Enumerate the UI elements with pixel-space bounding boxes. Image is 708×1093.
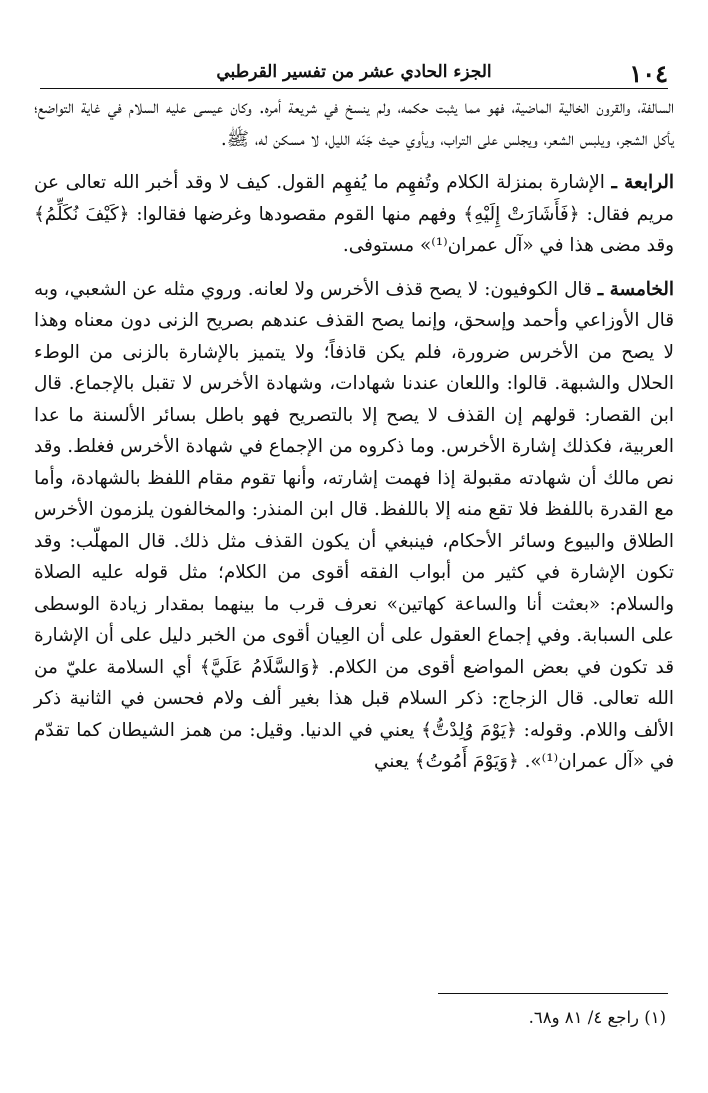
paragraph-continuation — [34, 92, 674, 155]
paragraph-text: قال الكوفيون: لا يصح قذف الأخرس ولا لعانه. وروي مثله عن الشعبي، وبه قال الأوزاعي وأحمد وإسحق، وإنما يصح القذف عندهم بصريح الزنى دون معناه وهذا لا يصح من الأخرس ضرورة، فلم يكن قاذفاً؛ ولا يتميز بالإشارة بالزنى من الوطء الحلال والشبهة. قالوا: واللعان عندنا شهادات، وشهادة الأخرس لا تقبل بالإجماع. قال ابن القصار: قولهم إن القذف لا يصح إلا بالتصريح فهو باطل بسائر الألسنة ما عدا العربية، فكذلك إشارة الأخرس. وما ذكروه من الإجماع في شهادة الأخرس فغلط. وقد نص مالك أن شهادته مقبولة إذا فهمت إشارته، وأنها تقوم مقام اللفظ بالشهادة، وأما مع القدرة باللفظ فلا تقع منه إلا باللفظ. قال ابن المنذر: والمخالفون يلزمون الأخرس الطلاق والبيوع وسائر الأحكام، فينبغي أن يكون القذف مثل ذلك. قال المهلّب: وقد تكون الإشارة في كثير من أبواب الفقه أقوى من الكلام؛ مثل قوله عليه الصلاة والسلام: «بعثت أنا والساعة كهاتين» نعرف قرب ما بينهما بمقدار زيادة الوسطى على السبابة. وفي إجماع العقول على أن العِيان أقوى من الخبر دليل على أن الإشارة قد تكون في بعض المواضع أقوى من الكلام. ﴿وَالسَّلَامُ عَلَيَّ﴾ أي السلامة عليّ من الله تعالى. قال الزجاج: ذكر السلام قبل هذا بغير ألف ولام فحسن في الثانية ذكر الألف واللام. وقوله: ﴿يَوْمَ وُلِدْتُّ﴾ يعني في الدنيا. وقيل: من همز الشيطان كما تقدّم في «آل عمران⁽¹⁾». ﴿وَيَوْمَ أَمُوتُ﴾ يعني — [34, 278, 674, 772]
paragraph-heading: الخامسة ـ — [597, 278, 674, 300]
paragraph-fifth-issue — [34, 274, 674, 778]
running-title: الجزء الحادي عشر من تفسير القرطبي — [216, 62, 492, 82]
footnote-divider — [438, 993, 668, 994]
footnote: (١) راجع ٤/ ٨١ و٦٨. — [528, 1008, 666, 1027]
paragraph-text: الإشارة بمنزلة الكلام وتُفهِم ما يُفهِم القول. كيف لا وقد أخبر الله تعالى عن مريم فقال: ﴿فَأَشَارَتْ إِلَيْهِ﴾ وفهم منها القوم مقصودها وغرضها فقالوا: ﴿كَيْفَ نُكَلِّمُ﴾ وقد مضى هذا في «آل عمران⁽¹⁾» مستوفى. — [34, 172, 674, 256]
main-text — [34, 92, 674, 778]
header-divider — [40, 88, 668, 89]
paragraph-text: السالفة، والقرون الخالية الماضية، فهو مما يثبت حكمه، ولم ينسخ في شريعة أمره. وكان عيسى عليه السلام في غاية التواضع؛ يأكل الشجر، ويلبس الشعر، ويجلس على التراب، ويأوي حيث جَنّه الليل، لا مسكن له، ﷺ. — [34, 97, 674, 150]
page-header — [40, 52, 668, 86]
paragraph-heading: الرابعة ـ — [611, 172, 674, 193]
paragraph-fourth-issue — [34, 167, 674, 262]
page-number: ١٠٤ — [629, 59, 668, 88]
